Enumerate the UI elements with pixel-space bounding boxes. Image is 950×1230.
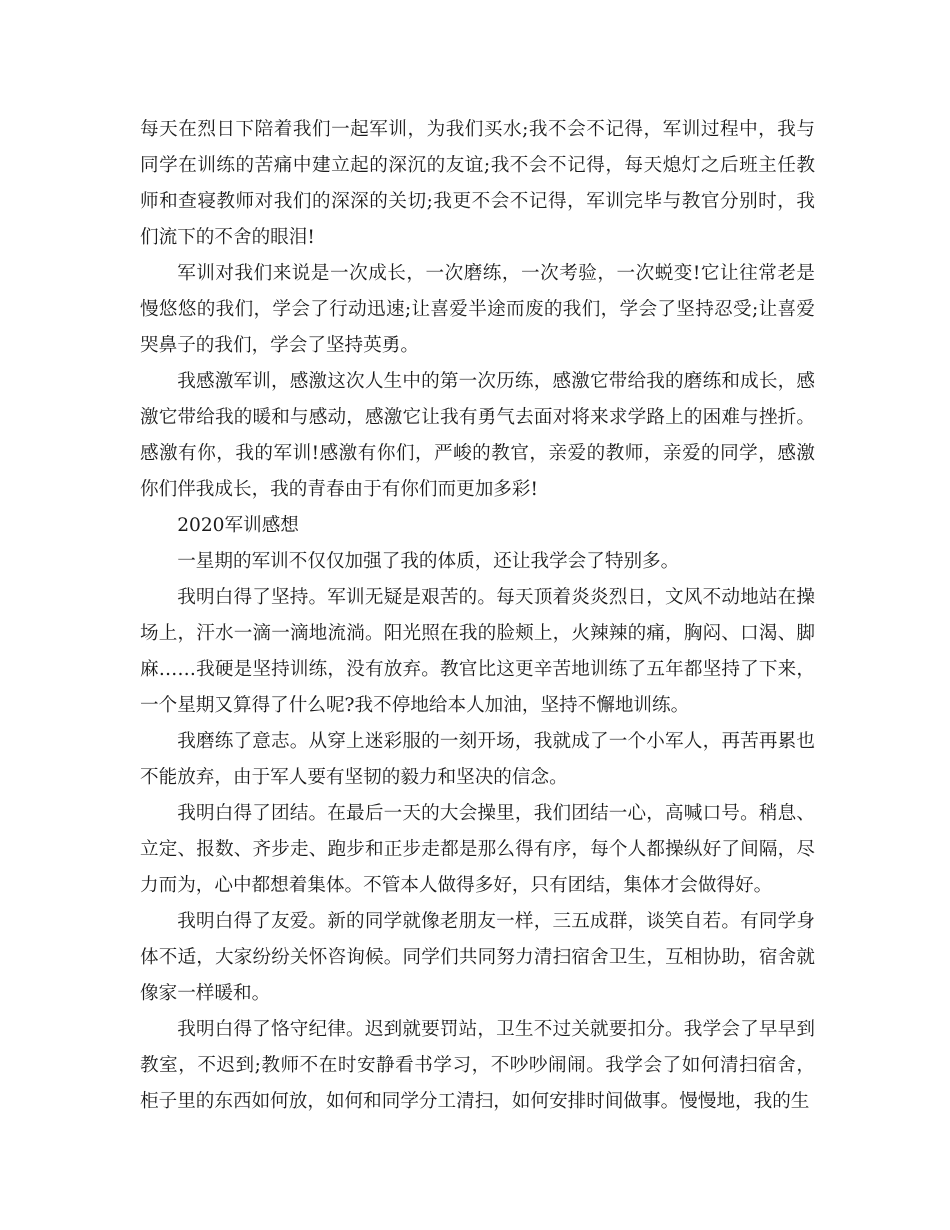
paragraph-7: 我明白得了团结。在最后一天的大会操里，我们团结一心，高喊口号。稍息、立定、报数、齐步走、跑步和正步走都是那么得有序，每个人都操纵好了间隔，尽力而为，心中都想着集体。不管本人做得多好，只有团结，集体才会做得好。 — [140, 803, 815, 896]
paragraph-1: 每天在烈日下陪着我们一起军训，为我们买水;我不会不记得，军训过程中，我与同学在训练的苦痛中建立起的深沉的友谊;我不会不记得，每天熄灯之后班主任教师和查寝教师对我们的深深的关切;我更不会不记得，军训完毕与教官分别时，我们流下的不舍的眼泪! — [140, 119, 815, 248]
section-heading: 2020军训感想 — [177, 515, 299, 536]
paragraph-2: 军训对我们来说是一次成长，一次磨练，一次考验，一次蜕变!它让往常老是慢悠悠的我们，学会了行动迅速;让喜爱半途而废的我们，学会了坚持忍受;让喜爱哭鼻子的我们，学会了坚持英勇。 — [140, 263, 815, 356]
paragraph-4: 一星期的军训不仅仅加强了我的体质，还让我学会了特别多。 — [177, 551, 680, 572]
paragraph-3: 我感激军训，感激这次人生中的第一次历练，感激它带给我的磨练和成长，感激它带给我的暖和与感动，感激它让我有勇气去面对将来求学路上的困难与挫折。感激有你，我的军训!感激有你们，严峻的教官，亲爱的教师，亲爱的同学，感激你们伴我成长，我的青春由于有你们而更加多彩! — [140, 371, 815, 500]
paragraph-8: 我明白得了友爱。新的同学就像老朋友一样，三五成群，谈笑自若。有同学身体不适，大家纷纷关怀咨询候。同学们共同努力清扫宿舍卫生，互相协助，宿舍就像家一样暖和。 — [140, 911, 815, 1004]
paragraph-5: 我明白得了坚持。军训无疑是艰苦的。每天顶着炎炎烈日，文风不动地站在操场上，汗水一滴一滴地流淌。阳光照在我的脸颊上，火辣辣的痛，胸闷、口渴、脚麻……我硬是坚持训练，没有放弃。教官比这更辛苦地训练了五年都坚持了下来，一个星期又算得了什么呢?我不停地给本人加油，坚持不懈地训练。 — [140, 587, 815, 716]
document-body — [140, 112, 815, 1120]
paragraph-9: 我明白得了恪守纪律。迟到就要罚站，卫生不过关就要扣分。我学会了早早到教室，不迟到;教师不在时安静看书学习，不吵吵闹闹。我学会了如何清扫宿舍，柜子里的东西如何放，如何和同学分工清扫，如何安排时间做事。慢慢地，我的生 — [140, 1019, 815, 1112]
paragraph-6: 我磨练了意志。从穿上迷彩服的一刻开场，我就成了一个小军人，再苦再累也不能放弃，由于军人要有坚韧的毅力和坚决的信念。 — [140, 731, 815, 788]
